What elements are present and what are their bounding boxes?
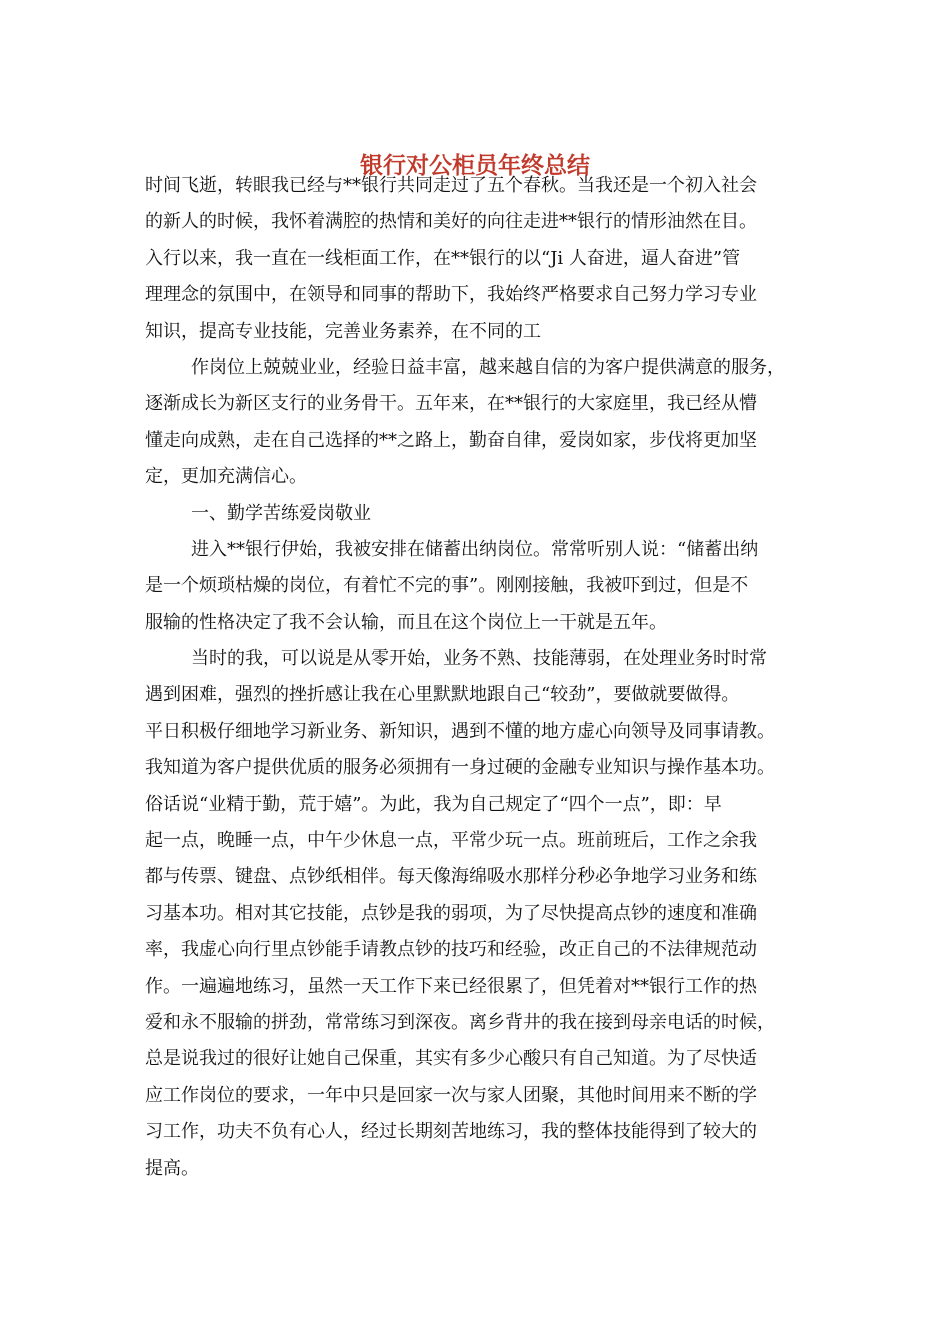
document-body	[145, 168, 817, 1187]
text-line: 习工作，功夫不负有心人，经过长期刻苦地练习，我的整体技能得到了较大的	[145, 1121, 757, 1143]
text-line: 起一点，晚睡一点，中午少休息一点，平常少玩一点。班前班后，工作之余我	[145, 830, 757, 852]
page-title: 银行对公柜员年终总结	[360, 153, 590, 179]
text-line: 习基本功。相对其它技能，点钞是我的弱项，为了尽快提高点钞的速度和准确	[145, 902, 757, 924]
text-line: 时间飞逝，转眼我已经与**银行共同走过了五个春秋。当我还是一个初入社会	[145, 175, 757, 196]
text-line: 俗话说“业精于勤，荒于嬉”。为此，我为自己规定了“四个一点”，即：早	[145, 793, 722, 815]
text-line: 作岗位上兢兢业业，经验日益丰富，越来越自信的为客户提供满意的服务，	[191, 356, 785, 378]
text-line: 提高。	[145, 1157, 199, 1179]
text-line: 是一个烦琐枯燥的岗位，有着忙不完的事”。刚刚接触，我被吓到过，但是不	[145, 575, 749, 597]
text-line: 平日积极仔细地学习新业务、新知识，遇到不懂的地方虚心向领导及同事请教。	[145, 720, 775, 742]
text-line: 都与传票、键盘、点钞纸相伴。每天像海绵吸水那样分秒必争地学习业务和练	[145, 866, 757, 888]
text-line: 进入**银行伊始，我被安排在储蓄出纳岗位。常常听别人说：“储蓄出纳	[191, 538, 759, 560]
text-line: 定，更加充满信心。	[145, 466, 307, 488]
text-line: 作。一遍遍地练习，虽然一天工作下来已经很累了，但凭着对**银行工作的热	[145, 975, 757, 997]
text-line: 知识，提高专业技能，完善业务素养，在不同的工	[145, 320, 541, 342]
text-line: 我知道为客户提供优质的服务必须拥有一身过硬的金融专业知识与操作基本功。	[145, 757, 775, 779]
text-line: 率，我虚心向行里点钞能手请教点钞的技巧和经验，改正自己的不法律规范动	[145, 939, 757, 961]
text-line: 应工作岗位的要求，一年中只是回家一次与家人团聚，其他时间用来不断的学	[145, 1084, 757, 1106]
text-line: 爱和永不服输的拼劲，常常练习到深夜。离乡背井的我在接到母亲电话的时候，	[145, 1011, 775, 1033]
text-line: 理理念的氛围中，在领导和同事的帮助下，我始终严格要求自己努力学习专业	[145, 284, 757, 306]
text-line: 当时的我，可以说是从零开始，业务不熟、技能薄弱，在处理业务时时常	[191, 648, 767, 670]
text-line: 服输的性格决定了我不会认输，而且在这个岗位上一干就是五年。	[145, 611, 667, 633]
text-line: 入行以来，我一直在一线柜面工作，在**银行的以“Ji 人奋进，逼人奋进”管	[145, 247, 741, 269]
text-line: 懂走向成熟，走在自己选择的**之路上，勤奋自律，爱岗如家，步伐将更加坚	[145, 429, 757, 451]
text-line: 逐渐成长为新区支行的业务骨干。五年来，在**银行的大家庭里，我已经从懵	[145, 393, 757, 415]
text-line: 一、勤学苦练爱岗敬业	[191, 502, 371, 524]
text-line: 总是说我过的很好让她自己保重，其实有多少心酸只有自己知道。为了尽快适	[145, 1048, 757, 1070]
text-line: 遇到困难，强烈的挫折感让我在心里默默地跟自己“较劲”，要做就要做得。	[145, 684, 740, 706]
text-line: 的新人的时候，我怀着满腔的热情和美好的向往走进**银行的情形油然在目。	[145, 211, 757, 233]
